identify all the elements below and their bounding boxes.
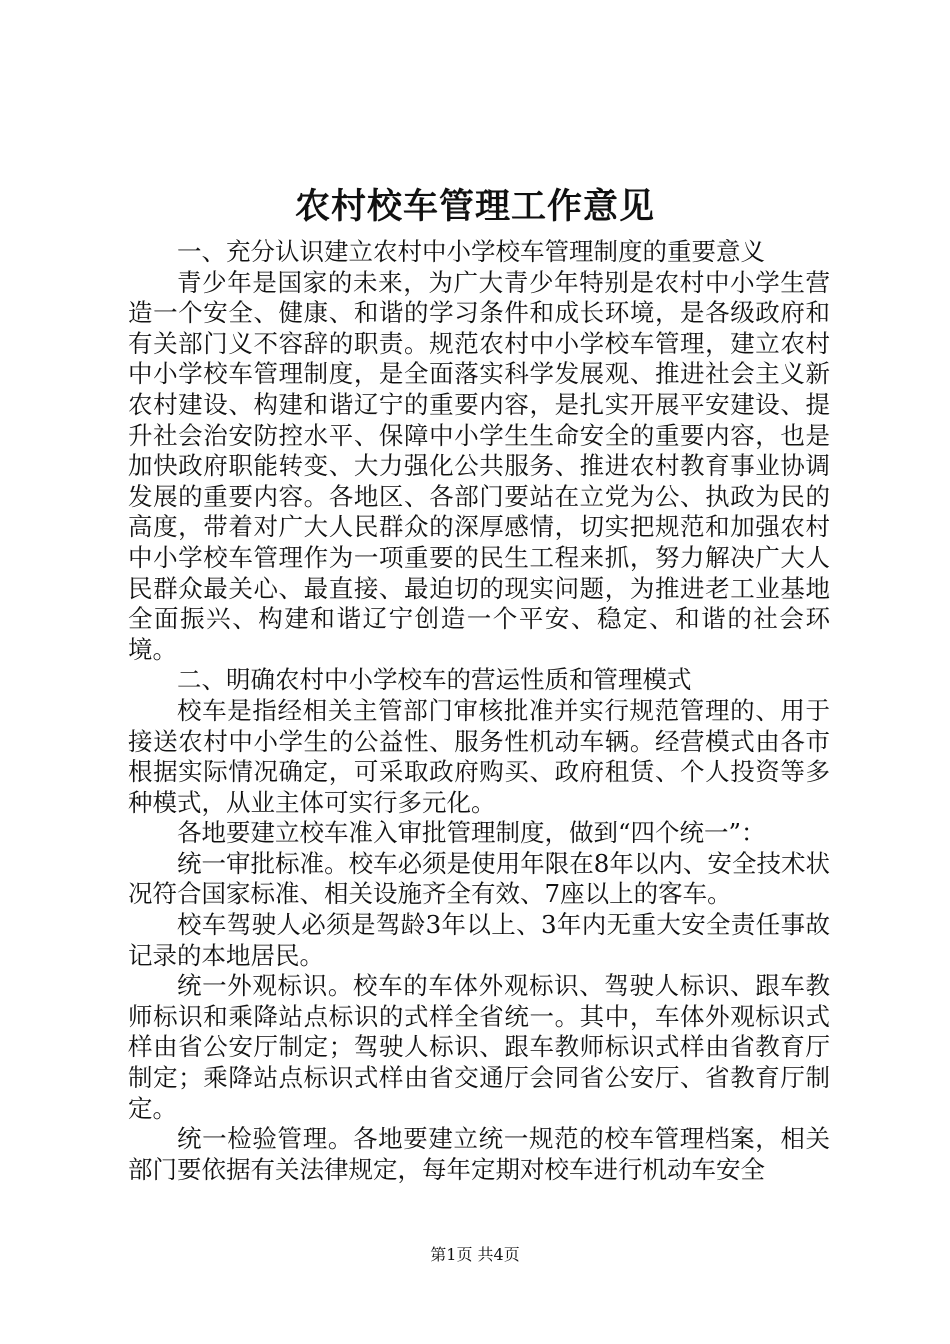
paragraph: 统一检验管理。各地要建立统一规范的校车管理档案，相关部门要依据有关法律规定，每年定期对校车进行机动车安全: [128, 1124, 830, 1184]
paragraph: 校车驾驶人必须是驾龄3年以上、3年内无重大安全责任事故记录的本地居民。: [128, 910, 830, 970]
page-number-footer: 第1页 共4页: [430, 1245, 520, 1264]
paragraph: 各地要建立校车准入审批管理制度，做到“四个统一”：: [177, 818, 766, 848]
document-body: [128, 237, 830, 1185]
document-title: 农村校车管理工作意见: [294, 186, 655, 227]
paragraph: 统一外观标识。校车的车体外观标识、驾驶人标识、跟车教师标识和乘降站点标识的式样全省统一。其中，车体外观标识式样由省公安厅制定；驾驶人标识、跟车教师标识式样由省教育厅制定；乘降站点标识式样由省交通厅会同省公安厅、省教育厅制定。: [128, 971, 830, 1123]
paragraph: 青少年是国家的未来，为广大青少年特别是农村中小学生营造一个安全、健康、和谐的学习条件和成长环境，是各级政府和有关部门义不容辞的职责。规范农村中小学校车管理，建立农村中小学校车管理制度，是全面落实科学发展观、推进社会主义新农村建设、构建和谐辽宁的重要内容，是扎实开展平安建设、提升社会治安防控水平、保障中小学生生命安全的重要内容，也是加快政府职能转变、大力强化公共服务、推进农村教育事业协调发展的重要内容。各地区、各部门要站在立党为公、执政为民的高度，带着对广大人民群众的深厚感情，切实把规范和加强农村中小学校车管理作为一项重要的民生工程来抓，努力解决广大人民群众最关心、最直接、最迫切的现实问题，为推进老工业基地全面振兴、构建和谐辽宁创造一个平安、稳定、和谐的社会环境。: [128, 267, 830, 664]
section-heading: 二、明确农村中小学校车的营运性质和管理模式: [177, 665, 692, 695]
paragraph: 校车是指经相关主管部门审核批准并实行规范管理的、用于接送农村中小学生的公益性、服务性机动车辆。经营模式由各市根据实际情况确定，可采取政府购买、政府租赁、个人投资等多种模式，从业主体可实行多元化。: [128, 695, 830, 817]
section-heading: 一、充分认识建立农村中小学校车管理制度的重要意义: [177, 237, 765, 266]
paragraph: 统一审批标准。校车必须是使用年限在8年以内、安全技术状况符合国家标准、相关设施齐全有效、7座以上的客车。: [128, 848, 830, 909]
